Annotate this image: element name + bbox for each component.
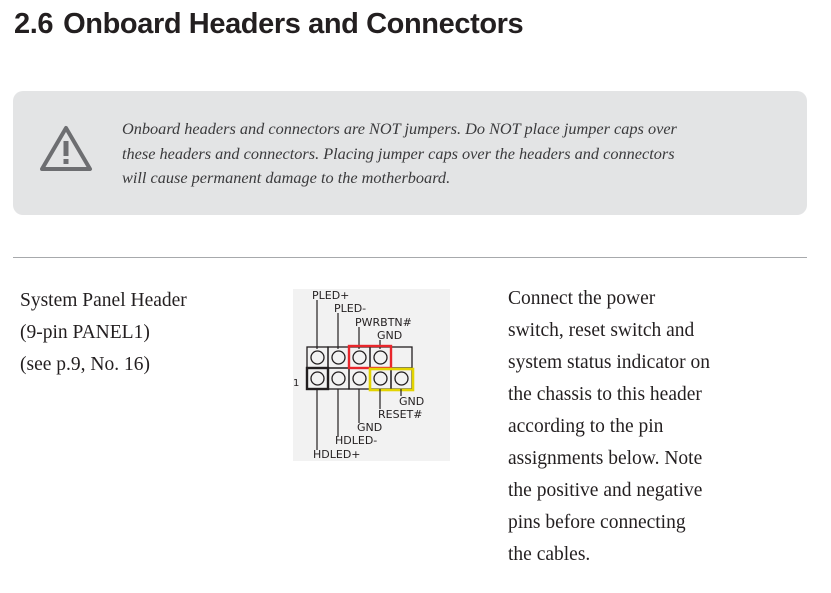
description-line: according to the pin (508, 416, 664, 437)
label-reset: RESET# (378, 408, 423, 421)
description-line: pins before connecting (508, 512, 686, 533)
header-name-line: System Panel Header (20, 290, 187, 311)
header-name-line: (9-pin PANEL1) (20, 322, 150, 343)
description-line: the positive and negative (508, 480, 703, 501)
label-gnd-reset: GND (399, 395, 425, 408)
header-name (20, 285, 280, 381)
label-gnd-bottom: GND (357, 421, 383, 434)
caution-line: Onboard headers and connectors are NOT jumpers. Do NOT place jumper caps over (122, 119, 677, 138)
section-title-text: Onboard Headers and Connectors (63, 8, 524, 40)
pin-cell (328, 347, 349, 368)
pin1-label: 1 (293, 378, 300, 389)
description-line: Connect the power (508, 288, 656, 309)
description-line: assignments below. Note (508, 448, 703, 469)
label-gnd-top: GND (377, 329, 403, 342)
pin-cell (391, 347, 412, 368)
caution-box (13, 91, 807, 215)
label-pled-plus: PLED+ (312, 289, 350, 302)
description-line: switch, reset switch and (508, 320, 695, 341)
label-pled-minus: PLED- (334, 302, 367, 315)
header-name-line: (see p.9, No. 16) (20, 354, 150, 375)
pin-cell (349, 347, 370, 368)
divider (13, 257, 807, 258)
pin-cell (391, 368, 412, 389)
section-number: 2.6 (14, 8, 54, 40)
description-line: the chassis to this header (508, 384, 702, 405)
label-pwrbtn: PWRBTN# (355, 316, 412, 329)
caution-line: will cause permanent damage to the motherboard. (122, 168, 451, 187)
section-title (14, 8, 523, 41)
description-line: the cables. (508, 544, 591, 565)
panel-header-diagram (293, 289, 450, 461)
warning-triangle-icon (39, 124, 93, 172)
label-hdled-plus: HDLED+ (313, 448, 361, 461)
pin-cell (370, 347, 391, 368)
pin-cell (328, 368, 349, 389)
pin-cell (307, 347, 328, 368)
header-description (508, 283, 808, 571)
label-hdled-minus: HDLED- (335, 434, 378, 447)
pin-cell (349, 368, 370, 389)
caution-text (122, 117, 762, 191)
description-line: system status indicator on (508, 352, 711, 373)
pin-cell (307, 368, 328, 389)
pin-cell (370, 368, 391, 389)
caution-line: these headers and connectors. Placing jumper caps over the headers and connectors (122, 143, 675, 163)
